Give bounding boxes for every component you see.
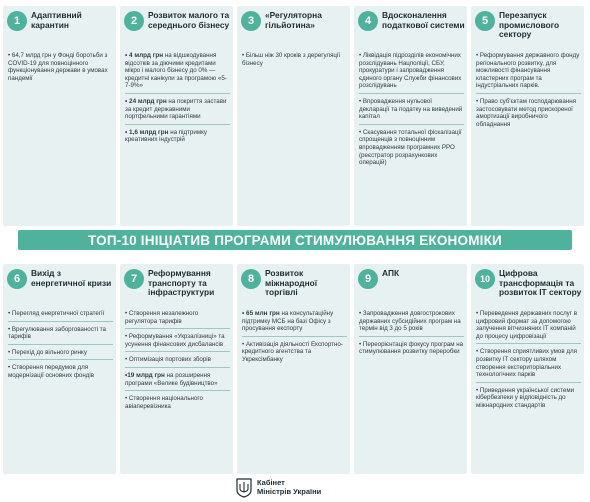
list-item: • 65 млн грн на консультаційну підтримку МСБ на базі Офісу з просування експорту <box>242 308 347 337</box>
card-9 <box>354 264 467 474</box>
number-badge: 3 <box>241 11 261 31</box>
list-item: • Запровадження довгострокових державних субсидійних програм на термін від 3 до 5 років <box>359 308 464 337</box>
list-item: • Оптимізація портових зборів <box>125 354 230 368</box>
number-badge: 7 <box>124 269 144 289</box>
footer <box>236 476 321 500</box>
list-item: • Створення сприятливих умов для розвитку ІТ сектору шляхом створення екстериторіальних технологічних парків <box>476 346 581 382</box>
card-title: «Регуляторна гільйотина» <box>265 10 322 30</box>
list-item: • Ліквідація підрозділів економічних розслідувань Нацполіції, СБУ, прокуратури і запровадження єдиного органу Служби фінансових розслідувань <box>359 50 464 94</box>
list-item: • 24 млрд грн на покриття застави за кредит державними портфельними гарантіями <box>125 96 230 125</box>
number-badge: 4 <box>358 11 378 31</box>
card-3 <box>237 6 350 226</box>
list-item: •19 млрд грн на розширення програми «Велике будівництво» <box>125 370 230 391</box>
number-badge: 5 <box>475 11 495 31</box>
card-title: Вдосконалення податкової системи <box>382 10 465 30</box>
list-item: • Реформування державного фонду регіонального розвитку, для можливості фінансування кластерних програм та індустріальних парків. <box>476 50 581 94</box>
card-title: Розвиток малого та середнього бізнесу <box>148 10 230 30</box>
number-badge: 9 <box>358 269 378 289</box>
number-badge: 6 <box>7 269 27 289</box>
list-item: • Створення національного авіаперевізника <box>125 395 203 410</box>
card-title: Цифрова трансформація та розвиток ІТ сектору <box>499 268 582 298</box>
footer-line-2: Міністрів України <box>257 487 322 496</box>
list-item: • 64,7 млрд грн у Фонді боротьби з COVID-19 для повноцінного функціонування держави в умовах пандемії <box>8 52 108 82</box>
card-7 <box>120 264 233 474</box>
list-item: • 4 млрд грн на відшкодування відсотків за діючими кредитами мікро і малого бізнесу до 0% — кредитні канікули за програмою «5-7-9%» <box>125 50 230 94</box>
list-item: • 1,6 млрд грн на підтримку креативних індустрій <box>125 128 207 144</box>
list-item: • Право суб'єктам господарювання застосовувати метод прискореної амортизації виробничого обладнання <box>476 97 576 128</box>
card-5 <box>471 6 584 226</box>
card-2 <box>120 6 233 226</box>
trident-icon <box>236 478 252 498</box>
number-badge: 10 <box>475 269 495 289</box>
banner <box>18 230 572 250</box>
number-badge: 8 <box>241 269 261 289</box>
list-item: • Перехід до вільного ринку <box>8 347 113 361</box>
list-item: • Переведення державних послуг в цифровий формат за допомогою залучення вітчизняних ІТ компаній до процесу цифровізації <box>476 308 581 344</box>
list-item: • Переорієнтація фокусу програм на стимулювання розвитку переробки <box>359 340 464 356</box>
row-bottom <box>0 264 590 474</box>
list-item: • Реформування «Укрзалізниці» та усунення фінансових дисбалансів <box>125 331 230 352</box>
card-8 <box>237 264 350 474</box>
card-title: Перезапуск промислового сектору <box>499 10 560 40</box>
card-title: Адаптивний карантин <box>31 10 82 30</box>
number-badge: 1 <box>7 11 27 31</box>
card-title: АПК <box>382 268 400 278</box>
card-1 <box>3 6 116 226</box>
list-item: • Приведення української системи кібербезпеки у відповідність до міжнародних стандартів <box>476 386 575 409</box>
card-title: Вихід з енергетичної кризи <box>31 268 112 288</box>
list-item: • Врегулювання заборгованості та тарифів <box>8 324 113 345</box>
list-item: • Скасування тотальної фіскалізації спрощенців з повноцінним впровадженням програмних РРО (реєстратор розрахункових операцій) <box>359 128 462 167</box>
row-top <box>0 6 590 226</box>
list-item: • Активізація діяльності Експортно-кредитного агентства та Укрексімбанку <box>242 340 343 363</box>
list-item: • Впровадження нульової декларації та податку на виведений капітал <box>359 96 464 125</box>
footer-line-1: Кабінет <box>257 478 285 488</box>
list-item: • Створення незалежного регулятора тарифів <box>125 308 230 329</box>
card-4 <box>354 6 467 226</box>
banner-title: ТОП-10 ІНІЦІАТИВ ПРОГРАМИ СТИМУЛЮВАННЯ ЕКОНОМІКИ <box>88 232 502 248</box>
list-item: • Перегляд енергетичної стратегії <box>8 308 113 322</box>
list-item: • Створення передумов для модернізації основних фондів <box>8 364 95 379</box>
number-badge: 2 <box>124 11 144 31</box>
card-6 <box>3 264 116 474</box>
card-title: Реформування транспорту та інфраструктури <box>148 268 215 298</box>
card-10 <box>471 264 584 474</box>
list-item: • Більш ніж 30 кроків з дерегуляції бізнесу <box>242 52 341 67</box>
card-title: Розвиток міжнародної торгівлі <box>265 268 318 298</box>
